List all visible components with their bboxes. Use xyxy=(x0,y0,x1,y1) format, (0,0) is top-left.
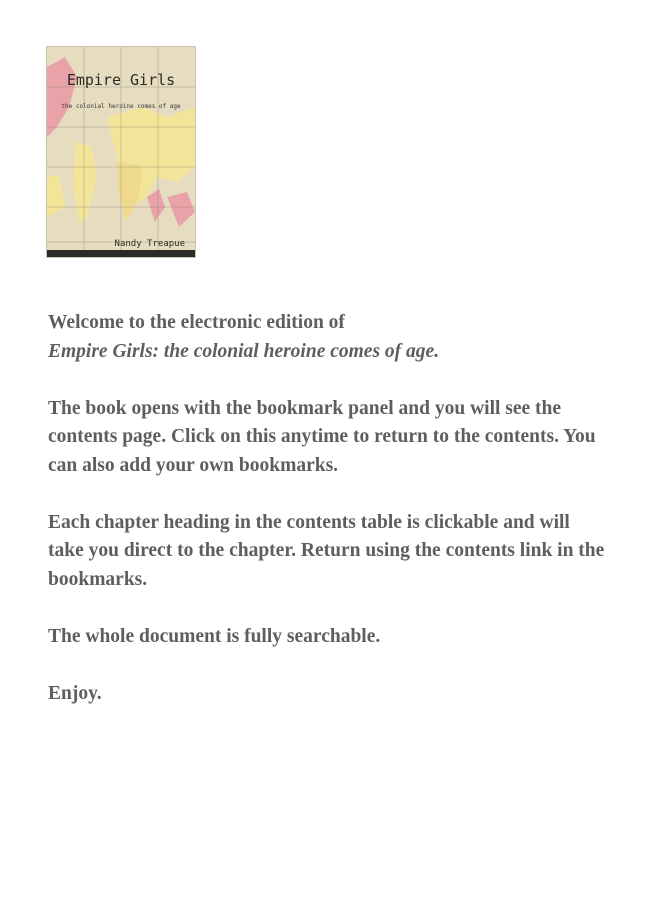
cover-title: Empire Girls xyxy=(66,71,176,89)
bookmark-paragraph: The book opens with the bookmark panel and you will see the contents page. Click on this anytime to return to the contents. You can also add your own bookmarks. xyxy=(48,397,596,476)
cover-subtitle: the colonial heroine comes of age xyxy=(61,103,181,110)
welcome-text xyxy=(48,309,608,737)
welcome-line: Welcome to the electronic edition of xyxy=(48,312,345,333)
cover-author: Nandy Treapue xyxy=(114,239,185,249)
book-title: Empire Girls: the colonial heroine comes of age. xyxy=(48,340,440,362)
welcome-paragraph xyxy=(48,309,608,366)
search-paragraph: The whole document is fully searchable. xyxy=(48,625,381,647)
enjoy-paragraph: Enjoy. xyxy=(48,682,102,704)
book-cover xyxy=(46,46,196,258)
chapter-paragraph: Each chapter heading in the contents table is clickable and will take you direct to the chapter. Return using the contents link in the bookmarks. xyxy=(48,511,605,590)
